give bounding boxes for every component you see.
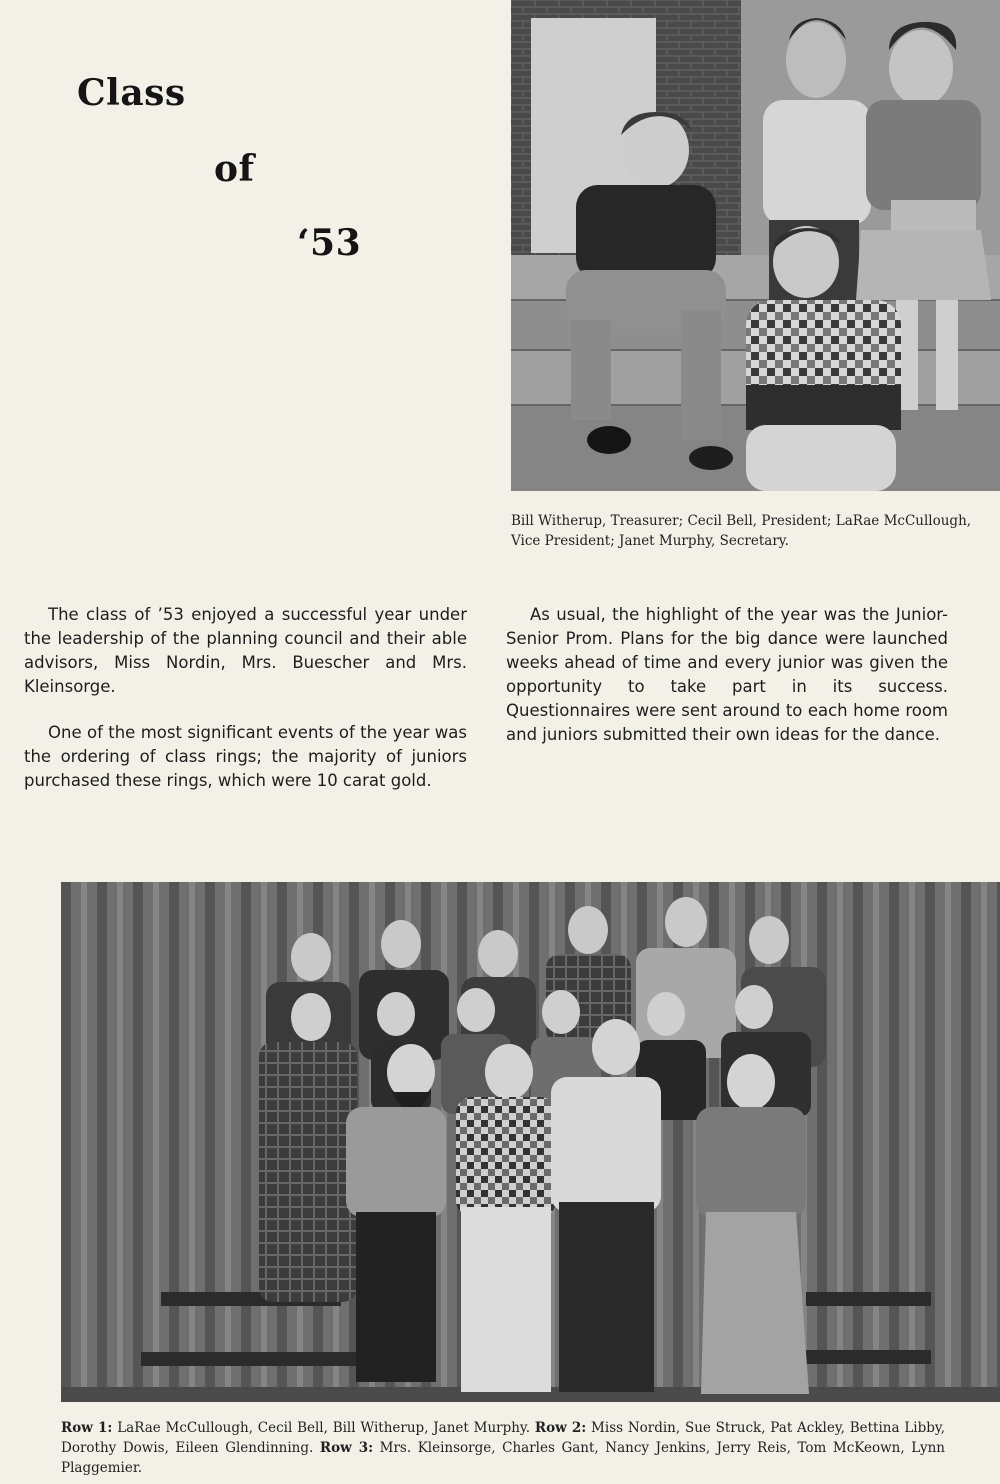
body-paragraph: One of the most significant events of the year was the ordering of class rings; the majority of juniors purchased these rings, which were 10 carat gold. (24, 723, 467, 790)
officers-caption: Bill Witherup, Treasurer; Cecil Bell, President; LaRae McCullough, Vice President; Janet Murphy, Secretary. (511, 513, 972, 549)
class-group-photo (61, 882, 1000, 1402)
row-names: Miss Nordin, Sue Struck, Pat Ackley, Bettina Libby, Dorothy Dowis, Eileen Glendinning. (61, 1420, 946, 1456)
row-label: Row 3: (319, 1440, 374, 1456)
body-column-right (506, 603, 948, 769)
body-paragraph: The class of ’53 enjoyed a successful year under the leadership of the planning council and their able advisors, Miss Nordin, Mrs. Buescher and Mrs. Kleinsorge. (24, 605, 467, 696)
row-names: Mrs. Kleinsorge, Charles Gant, Nancy Jenkins, Jerry Reis, Tom McKeown, Lynn Plaggemier. (61, 1440, 945, 1476)
row-label: Row 2: (534, 1420, 587, 1436)
page-title-year: ‘53 (297, 222, 362, 264)
row-label: Row 1: (61, 1420, 113, 1436)
body-paragraph: As usual, the highlight of the year was the Junior-Senior Prom. Plans for the big dance were launched weeks ahead of time and every junior was given the opportunity to take part in its success. Questionnaires were sent around to each home room and juniors submitted their own ideas for the dance. (506, 605, 948, 744)
page-title-class: Class (77, 72, 186, 114)
page-title-of: of (214, 148, 255, 190)
officers-photo (511, 0, 1000, 491)
group-caption (61, 1418, 945, 1478)
body-column-left (24, 603, 467, 815)
row-names: LaRae McCullough, Cecil Bell, Bill Witherup, Janet Murphy. (117, 1420, 531, 1436)
